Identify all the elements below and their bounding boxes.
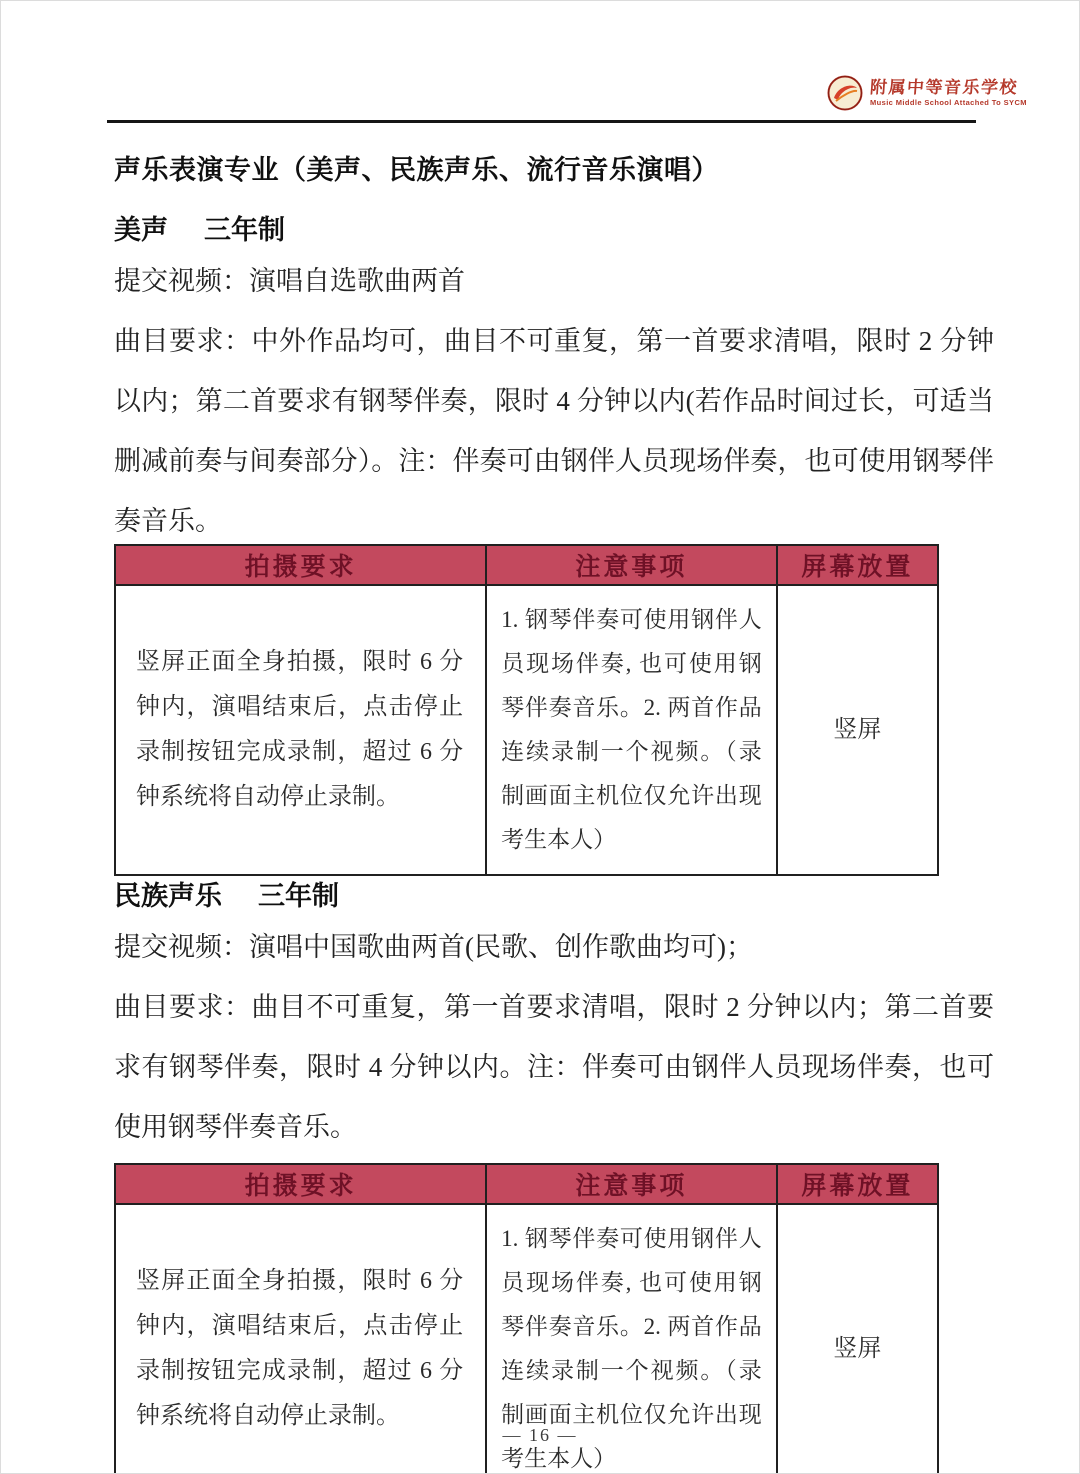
- column-header-screen: 屏幕放置: [777, 1164, 938, 1204]
- school-name-english: Music Middle School Attached To SYCM: [870, 98, 1027, 108]
- column-header-notes: 注意事项: [486, 1164, 777, 1204]
- section-heading-folk-vocal: [114, 874, 339, 913]
- section-name: 美声: [114, 215, 168, 245]
- table-header-row: [115, 545, 938, 585]
- school-logo: [827, 75, 1027, 111]
- screen-orientation-cell: 竖屏: [777, 1204, 938, 1474]
- table-header-row: [115, 1164, 938, 1204]
- school-logo-text: [870, 79, 1027, 108]
- section-body-bel-canto: [114, 251, 994, 551]
- notes-cell: 1. 钢琴伴奏可使用钢伴人员现场伴奏, 也可使用钢琴伴奏音乐。2. 两首作品连续录制一个视频。（录制画面主机位仅允许出现考生本人）: [486, 1204, 777, 1474]
- notes-cell: 1. 钢琴伴奏可使用钢伴人员现场伴奏, 也可使用钢琴伴奏音乐。2. 两首作品连续录制一个视频。（录制画面主机位仅允许出现考生本人）: [486, 585, 777, 875]
- school-emblem-icon: [827, 75, 863, 111]
- page-number: — 16 —: [502, 1425, 578, 1445]
- section-heading-bel-canto: [114, 208, 285, 247]
- screen-orientation-cell: 竖屏: [777, 585, 938, 875]
- page-title: 声乐表演专业（美声、民族声乐、流行音乐演唱）: [114, 155, 719, 185]
- table-row: [115, 585, 938, 875]
- school-name-chinese: 附属中等音乐学校: [869, 77, 1019, 97]
- submit-video-requirement: 提交视频：演唱自选歌曲两首: [114, 266, 465, 296]
- program-duration: 三年制: [204, 215, 285, 245]
- section-body-folk-vocal: [114, 917, 994, 1157]
- repertoire-requirement: 曲目要求：中外作品均可，曲目不可重复，第一首要求清唱，限时 2 分钟以内；第二首要求有钢琴伴奏，限时 4 分钟以内(若作品时间过长，可适当删减前奏与间奏部分）。注：伴奏可由钢伴人员现场伴奏，也可使用钢琴伴奏音乐。: [114, 326, 994, 536]
- requirements-table-bel-canto: [114, 544, 939, 876]
- submit-video-requirement: 提交视频：演唱中国歌曲两首(民歌、创作歌曲均可)；: [114, 932, 753, 962]
- column-header-screen: 屏幕放置: [777, 545, 938, 585]
- column-header-notes: 注意事项: [486, 545, 777, 585]
- shooting-requirement-cell: 竖屏正面全身拍摄，限时 6 分钟内，演唱结束后，点击停止录制按钮完成录制，超过 6 分钟系统将自动停止录制。: [115, 1204, 486, 1474]
- program-duration: 三年制: [258, 881, 339, 911]
- column-header-shooting: 拍摄要求: [115, 1164, 486, 1204]
- section-name: 民族声乐: [114, 881, 222, 911]
- column-header-shooting: 拍摄要求: [115, 545, 486, 585]
- header-divider: [107, 120, 976, 123]
- repertoire-requirement: 曲目要求：曲目不可重复，第一首要求清唱，限时 2 分钟以内；第二首要求有钢琴伴奏，限时 4 分钟以内。注：伴奏可由钢伴人员现场伴奏，也可使用钢琴伴奏音乐。: [114, 992, 994, 1142]
- shooting-requirement-cell: 竖屏正面全身拍摄，限时 6 分钟内，演唱结束后，点击停止录制按钮完成录制，超过 6 分钟系统将自动停止录制。: [115, 585, 486, 875]
